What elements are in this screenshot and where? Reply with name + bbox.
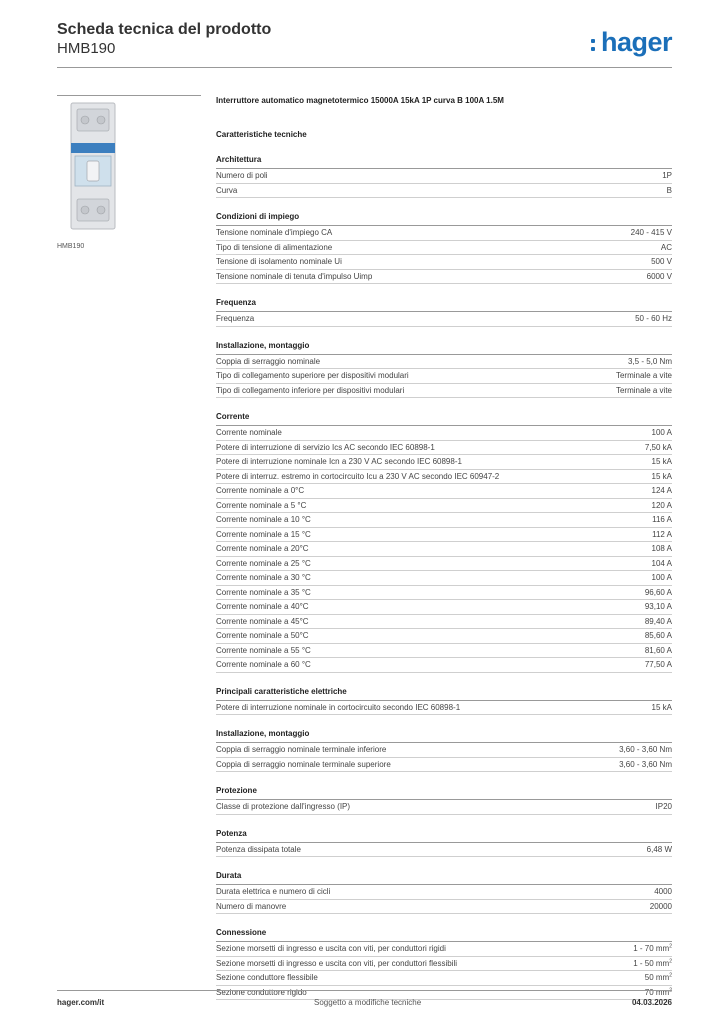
spec-value	[652, 542, 672, 556]
spec-group-title: Installazione, montaggio	[216, 728, 672, 743]
spec-group	[216, 870, 672, 914]
spec-value-text: B	[666, 185, 672, 195]
spec-label: Durata elettrica e numero di cicli	[216, 887, 331, 896]
spec-group	[216, 785, 672, 815]
footer-date: 04.03.2026	[631, 998, 672, 1007]
spec-group-title: Corrente	[216, 411, 672, 426]
spec-label: Tipo di collegamento superiore per dispositivi modulari	[216, 371, 409, 380]
spec-value	[645, 615, 672, 629]
spec-value-text: IP20	[655, 802, 672, 811]
spec-value	[616, 384, 672, 398]
spec-value	[619, 758, 672, 772]
spec-value-text: 50 mm	[644, 973, 670, 982]
logo-text: hager	[600, 27, 672, 57]
spec-row	[216, 426, 672, 441]
spec-value-text: 120 A	[651, 500, 672, 510]
spec-row	[216, 615, 672, 630]
page-title: Scheda tecnica del prodotto	[57, 21, 272, 38]
spec-row	[216, 255, 672, 270]
spec-label: Corrente nominale a 35 °C	[216, 587, 311, 597]
spec-row	[216, 743, 672, 758]
spec-value-text: 15 kA	[651, 702, 672, 712]
spec-value	[645, 971, 672, 985]
spec-label: Sezione conduttore rigido	[216, 987, 307, 997]
spec-value	[633, 957, 672, 971]
spec-value	[631, 226, 672, 240]
spec-value-text: 500 V	[651, 257, 672, 266]
spec-label: Potere di interruzione nominale Icn a 230 V AC secondo IEC 60898-1	[216, 457, 462, 466]
spec-label: Potere di interruz. estremo in cortocircuito Icu a 230 V AC secondo IEC 60947-2	[216, 471, 500, 481]
spec-label: Corrente nominale a 10 °C	[216, 515, 311, 524]
spec-value	[652, 528, 672, 542]
spec-value-text: 108 A	[651, 544, 672, 553]
spec-row	[216, 701, 672, 716]
spec-label: Coppia di serraggio nominale terminale superiore	[216, 759, 391, 769]
spec-row	[216, 571, 672, 586]
spec-value-text: 240 - 415 V	[630, 228, 672, 237]
spec-value	[645, 644, 672, 658]
spec-value-text: Terminale a vite	[615, 371, 672, 380]
spec-value	[650, 900, 672, 914]
spec-label: Corrente nominale a 0°C	[216, 486, 305, 495]
spec-value	[652, 484, 672, 498]
spec-value-text: 4000	[654, 887, 672, 896]
spec-group	[216, 686, 672, 716]
product-image	[57, 95, 201, 236]
hager-logo	[591, 27, 672, 57]
spec-label: Tensione nominale d'impiego CA	[216, 228, 333, 237]
spec-value	[652, 426, 672, 440]
spec-group-title: Installazione, montaggio	[216, 340, 672, 355]
spec-value	[647, 270, 672, 284]
spec-row	[216, 226, 672, 241]
spec-value	[616, 369, 672, 383]
spec-row	[216, 455, 672, 470]
spec-label: Corrente nominale	[216, 428, 282, 437]
spec-row	[216, 629, 672, 644]
spec-label: Coppia di serraggio nominale terminale inferiore	[216, 745, 387, 754]
spec-value	[628, 355, 672, 369]
spec-value	[652, 557, 672, 571]
spec-row	[216, 270, 672, 285]
spec-value	[645, 441, 672, 455]
spec-value-text: 3,5 - 5,0 Nm	[627, 356, 672, 366]
spec-value-text: 15 kA	[651, 471, 672, 481]
spec-group-title: Condizioni di impiego	[216, 211, 672, 226]
spec-label: Potere di interruzione nominale in cortocircuito secondo IEC 60898-1	[216, 702, 461, 712]
spec-row	[216, 384, 672, 399]
spec-value	[635, 312, 672, 326]
spec-row	[216, 758, 672, 773]
spec-row	[216, 644, 672, 659]
spec-label: Tipo di collegamento inferiore per dispositivi modulari	[216, 385, 405, 395]
spec-label: Potenza dissipata totale	[216, 844, 301, 854]
spec-value	[652, 701, 672, 715]
spec-value	[645, 986, 672, 1000]
spec-value	[645, 600, 672, 614]
product-description: Interruttore automatico magnetotermico 15000A 15kA 1P curva B 100A 1.5M	[216, 96, 504, 105]
spec-value-text: 89,40 A	[644, 616, 672, 626]
spec-row	[216, 557, 672, 572]
spec-group-title: Protezione	[216, 785, 672, 800]
spec-value-text: 116 A	[652, 515, 672, 524]
spec-value-text: 93,10 A	[644, 602, 672, 611]
spec-value	[651, 255, 672, 269]
spec-label: Sezione morsetti di ingresso e uscita con viti, per conduttori rigidi	[216, 944, 446, 953]
spec-value	[652, 499, 672, 513]
spec-group	[216, 411, 672, 673]
spec-value-text: 6000 V	[646, 271, 672, 281]
spec-group-title: Frequenza	[216, 297, 672, 312]
spec-group	[216, 297, 672, 327]
spec-row	[216, 513, 672, 528]
spec-group-title: Principali caratteristiche elettriche	[216, 686, 672, 701]
spec-label: Classe di protezione dall'ingresso (IP)	[216, 802, 351, 811]
spec-row	[216, 499, 672, 514]
spec-value-text: AC	[660, 242, 672, 252]
spec-label: Tipo di tensione di alimentazione	[216, 242, 333, 252]
footer-website-link[interactable]: hager.com/it	[57, 998, 105, 1007]
spec-row	[216, 957, 672, 972]
spec-label: Frequenza	[216, 314, 255, 323]
spec-group-title: Durata	[216, 870, 672, 885]
spec-value-text: 96,60 A	[644, 587, 672, 597]
spec-row	[216, 658, 672, 673]
section-heading: Caratteristiche tecniche	[216, 130, 307, 139]
spec-group	[216, 828, 672, 858]
spec-value	[619, 743, 672, 757]
spec-label: Numero di manovre	[216, 901, 287, 911]
spec-row	[216, 900, 672, 915]
spec-row	[216, 885, 672, 900]
spec-value-text: 81,60 A	[644, 645, 672, 655]
spec-label: Corrente nominale a 40°C	[216, 602, 309, 611]
spec-label: Numero di poli	[216, 171, 268, 180]
spec-group-title: Connessione	[216, 927, 672, 942]
footer-divider	[57, 990, 672, 991]
spec-value	[652, 470, 672, 484]
spec-row	[216, 369, 672, 384]
spec-value-text: 3,60 - 3,60 Nm	[619, 745, 672, 754]
spec-row	[216, 986, 672, 1001]
spec-value-text: 1P	[662, 171, 672, 180]
spec-row	[216, 484, 672, 499]
spec-value-text: 6,48 W	[646, 844, 672, 854]
spec-row	[216, 586, 672, 601]
spec-label: Corrente nominale a 15 °C	[216, 529, 311, 539]
spec-value-text: 112 A	[652, 529, 672, 539]
spec-value-text: 1 - 50 mm	[633, 958, 670, 968]
spec-value	[652, 455, 672, 469]
spec-row	[216, 800, 672, 815]
spec-group	[216, 154, 672, 198]
spec-value-text: 104 A	[651, 558, 672, 568]
spec-value-text: 124 A	[651, 486, 672, 495]
spec-row	[216, 971, 672, 986]
product-code: HMB190	[57, 40, 116, 57]
spec-value-text: 85,60 A	[644, 631, 672, 640]
spec-value-text: 3,60 - 3,60 Nm	[619, 759, 672, 769]
spec-value-unit-exponent: 2	[669, 972, 672, 979]
spec-label: Corrente nominale a 45°C	[216, 616, 309, 626]
spec-row	[216, 528, 672, 543]
spec-value-text: Terminale a vite	[615, 385, 672, 395]
spec-value	[662, 169, 672, 183]
spec-group	[216, 340, 672, 399]
spec-value-text: 15 kA	[651, 457, 672, 466]
spec-label: Corrente nominale a 20°C	[216, 544, 309, 553]
spec-value-unit-exponent: 2	[669, 986, 672, 993]
spec-value	[656, 800, 672, 814]
spec-label: Corrente nominale a 25 °C	[216, 558, 311, 568]
spec-value-text: 7,50 kA	[644, 442, 672, 452]
spec-group-title: Architettura	[216, 154, 672, 169]
spec-row	[216, 470, 672, 485]
spec-value	[645, 658, 672, 672]
spec-value	[645, 586, 672, 600]
spec-groups	[216, 154, 672, 1000]
header-divider	[57, 67, 672, 68]
spec-row	[216, 600, 672, 615]
spec-value-text: 20000	[649, 901, 672, 911]
spec-row	[216, 441, 672, 456]
spec-label: Tensione nominale di tenuta d'impulso Uimp	[216, 271, 373, 281]
spec-label: Tensione di isolamento nominale Ui	[216, 257, 342, 266]
spec-group	[216, 211, 672, 284]
image-caption: HMB190	[57, 243, 85, 250]
spec-row	[216, 542, 672, 557]
spec-value-text: 100 A	[651, 573, 672, 582]
spec-group	[216, 728, 672, 772]
spec-row	[216, 241, 672, 256]
spec-label: Corrente nominale a 50°C	[216, 631, 309, 640]
spec-group-title: Potenza	[216, 828, 672, 843]
spec-value	[633, 942, 672, 956]
spec-value-text: 70 mm	[644, 987, 670, 997]
spec-value-unit-exponent: 2	[669, 943, 672, 950]
circuit-breaker-icon	[63, 101, 123, 231]
spec-row	[216, 942, 672, 957]
spec-row	[216, 312, 672, 327]
spec-label: Corrente nominale a 55 °C	[216, 645, 311, 655]
spec-value	[652, 513, 672, 527]
spec-row	[216, 843, 672, 858]
spec-row	[216, 169, 672, 184]
spec-value-text: 1 - 70 mm	[633, 944, 670, 953]
spec-row	[216, 184, 672, 199]
spec-label: Corrente nominale a 30 °C	[216, 573, 311, 582]
spec-label: Corrente nominale a 5 °C	[216, 500, 307, 510]
spec-label: Corrente nominale a 60 °C	[216, 660, 311, 669]
spec-content	[216, 95, 672, 1000]
spec-row	[216, 355, 672, 370]
spec-value	[652, 571, 672, 585]
spec-label: Sezione morsetti di ingresso e uscita con viti, per conduttori flessibili	[216, 958, 457, 968]
spec-value-unit-exponent: 2	[669, 957, 672, 964]
spec-value	[661, 241, 672, 255]
spec-label: Sezione conduttore flessibile	[216, 973, 318, 982]
spec-value	[654, 885, 672, 899]
spec-value-text: 77,50 A	[644, 660, 672, 669]
spec-label: Coppia di serraggio nominale	[216, 356, 321, 366]
spec-label: Curva	[216, 185, 238, 195]
spec-value-text: 100 A	[651, 428, 672, 437]
spec-value	[647, 843, 672, 857]
spec-value	[645, 629, 672, 643]
spec-value-text: 50 - 60 Hz	[635, 314, 672, 323]
spec-label: Potere di interruzione di servizio Ics AC secondo IEC 60898-1	[216, 442, 435, 452]
spec-value	[667, 184, 672, 198]
footer-notice: Soggetto a modifiche tecniche	[314, 998, 422, 1007]
